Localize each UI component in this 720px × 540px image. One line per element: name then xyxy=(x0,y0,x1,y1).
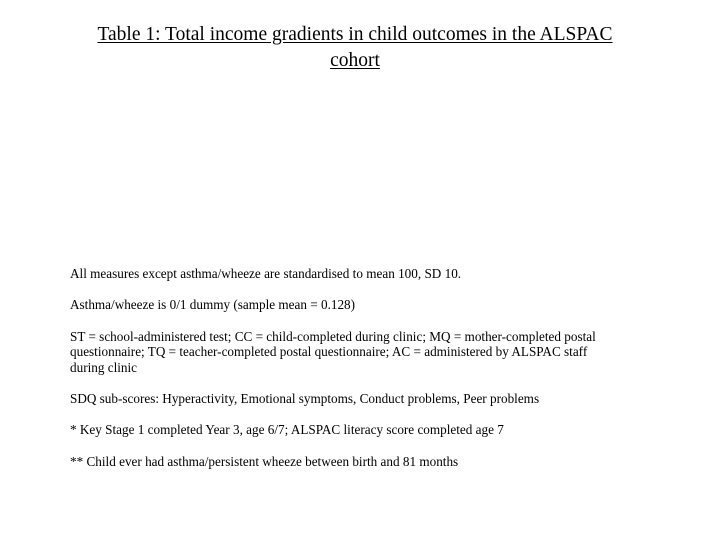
note-standardisation: All measures except asthma/wheeze are standardised to mean 100, SD 10. xyxy=(70,266,462,281)
note-footnote-double-star: ** Child ever had asthma/persistent wheeze between birth and 81 months xyxy=(70,453,459,469)
page-title-line-2-text: cohort xyxy=(330,50,380,71)
page-title-line-2 xyxy=(58,48,652,74)
data-table-placeholder xyxy=(60,88,660,256)
page-title xyxy=(58,22,652,74)
page-title-line-1-text: Table 1: Total income gradients in child outcomes in the ALSPAC xyxy=(97,24,613,45)
note-mode-key: ST = school-administered test; CC = child-completed during clinic; MQ = mother-completed postal questionnaire; TQ = teacher-completed postal questionnaire; AC = administered by ALSPAC staff during clinic xyxy=(70,328,596,375)
notes-block xyxy=(70,266,660,469)
note-footnote-single-star: * Key Stage 1 completed Year 3, age 6/7; ALSPAC literacy score completed age 7 xyxy=(70,422,504,438)
page-title-line-1 xyxy=(58,22,652,48)
note-asthma-dummy: Asthma/wheeze is 0/1 dummy (sample mean = 0.128) xyxy=(70,297,356,313)
note-sdq-subscores: SDQ sub-scores: Hyperactivity, Emotional symptoms, Conduct problems, Peer problems xyxy=(70,391,540,407)
